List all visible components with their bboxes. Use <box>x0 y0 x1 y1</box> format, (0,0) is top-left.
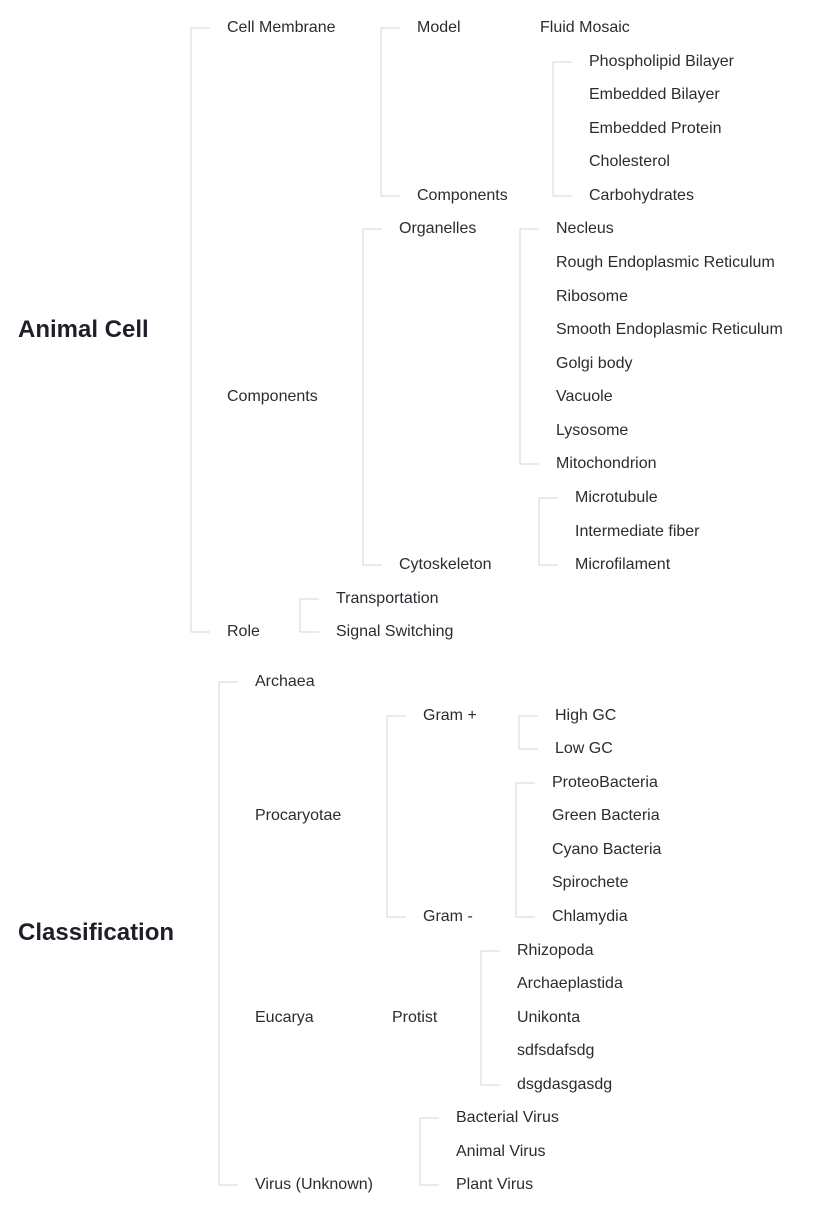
node-cytoskeleton-item[interactable]: Microtubule <box>575 489 658 506</box>
node-organelle-item[interactable]: Lysosome <box>556 422 629 439</box>
node-gram-negative-item[interactable]: Green Bacteria <box>552 807 660 824</box>
connector-gram-negative <box>516 783 535 917</box>
node-organelle-item[interactable]: Rough Endoplasmic Reticulum <box>556 254 775 271</box>
node-membrane-component-item[interactable]: Carbohydrates <box>589 187 694 204</box>
node-organelle-item[interactable]: Necleus <box>556 220 614 237</box>
node-protist-item[interactable]: Archaeplastida <box>517 975 623 992</box>
node-virus-item[interactable]: Animal Virus <box>456 1143 546 1160</box>
node-organelle-item[interactable]: Ribosome <box>556 288 629 305</box>
root-classification[interactable]: Classification <box>18 919 175 946</box>
node-protist-item[interactable]: Rhizopoda <box>517 942 594 959</box>
connector-virus <box>420 1118 439 1185</box>
node-virus[interactable]: Virus (Unknown) <box>255 1176 373 1193</box>
node-membrane-components[interactable]: Components <box>417 187 508 204</box>
connector-organelles <box>520 229 539 464</box>
node-gram-positive[interactable]: Gram + <box>423 707 477 724</box>
node-gram-negative-item[interactable]: Chlamydia <box>552 908 628 925</box>
node-organelle-item[interactable]: Smooth Endoplasmic Reticulum <box>556 321 783 338</box>
node-membrane-component-item[interactable]: Phospholipid Bilayer <box>589 53 734 70</box>
node-protist[interactable]: Protist <box>392 1009 438 1026</box>
connector-components <box>363 229 382 565</box>
node-organelles[interactable]: Organelles <box>399 220 477 237</box>
root-animal-cell[interactable]: Animal Cell <box>18 316 149 343</box>
node-eucarya[interactable]: Eucarya <box>255 1009 314 1026</box>
node-gram-negative-item[interactable]: ProteoBacteria <box>552 774 658 791</box>
node-membrane-component-item[interactable]: Cholesterol <box>589 153 670 170</box>
node-cytoskeleton[interactable]: Cytoskeleton <box>399 556 492 573</box>
node-procaryotae[interactable]: Procaryotae <box>255 807 342 824</box>
node-gram-negative[interactable]: Gram - <box>423 908 473 925</box>
node-cytoskeleton-item[interactable]: Intermediate fiber <box>575 523 700 540</box>
connector-protist <box>481 951 500 1085</box>
node-gram-negative-item[interactable]: Cyano Bacteria <box>552 841 662 858</box>
node-organelle-item[interactable]: Mitochondrion <box>556 455 657 472</box>
node-virus-item[interactable]: Bacterial Virus <box>456 1109 559 1126</box>
node-membrane-component-item[interactable]: Embedded Bilayer <box>589 86 720 103</box>
connector-animal-cell <box>191 28 210 632</box>
node-role[interactable]: Role <box>227 623 260 640</box>
node-role-item[interactable]: Transportation <box>336 590 439 607</box>
connector-classification <box>219 682 238 1185</box>
node-virus-item[interactable]: Plant Virus <box>456 1176 534 1193</box>
node-cytoskeleton-item[interactable]: Microfilament <box>575 556 671 573</box>
node-organelle-item[interactable]: Vacuole <box>556 388 613 405</box>
node-archaea[interactable]: Archaea <box>255 673 315 690</box>
connector-procaryotae <box>387 716 406 917</box>
connector-cytoskeleton <box>539 498 558 565</box>
node-gram-negative-item[interactable]: Spirochete <box>552 874 629 891</box>
node-cell-membrane[interactable]: Cell Membrane <box>227 19 336 36</box>
node-fluid-mosaic[interactable]: Fluid Mosaic <box>540 19 630 36</box>
node-gram-positive-item[interactable]: High GC <box>555 707 617 724</box>
connector-gram-positive <box>519 716 538 749</box>
node-model[interactable]: Model <box>417 19 461 36</box>
connector-membrane-components <box>553 62 572 196</box>
node-protist-item[interactable]: Unikonta <box>517 1009 581 1026</box>
node-organelle-item[interactable]: Golgi body <box>556 355 633 372</box>
node-protist-item[interactable]: dsgdasgasdg <box>517 1076 613 1093</box>
node-components[interactable]: Components <box>227 388 318 405</box>
node-protist-item[interactable]: sdfsdafsdg <box>517 1042 595 1059</box>
connector-role <box>300 599 319 632</box>
node-role-item[interactable]: Signal Switching <box>336 623 454 640</box>
node-gram-positive-item[interactable]: Low GC <box>555 740 613 757</box>
node-membrane-component-item[interactable]: Embedded Protein <box>589 120 722 137</box>
connector-cell-membrane <box>381 28 400 196</box>
